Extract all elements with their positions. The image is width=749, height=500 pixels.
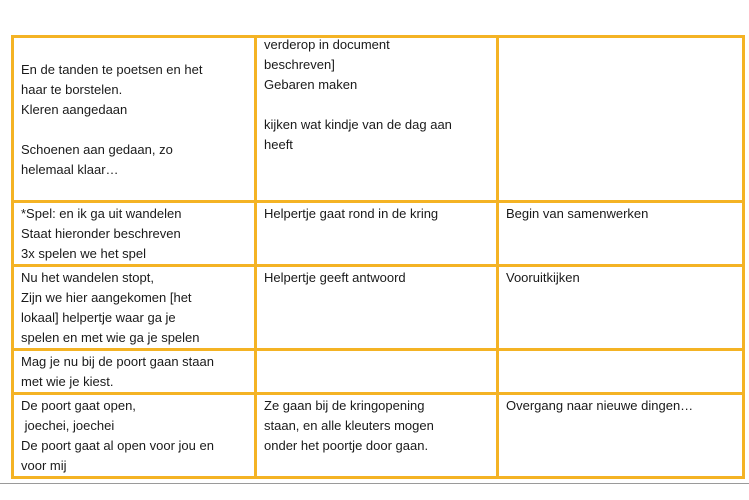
table-cell (498, 266, 744, 350)
cell-line: beschreven] (264, 57, 335, 72)
table-cell (13, 202, 256, 266)
cell-line: met wie je kiest. (21, 374, 114, 389)
table-row (13, 202, 744, 266)
cell-line: staan, en alle kleuters mogen (264, 418, 434, 433)
lesson-plan-table (11, 35, 745, 479)
table-cell-empty (498, 37, 744, 202)
cell-line: Schoenen aan gedaan, zo (21, 141, 173, 157)
cell-line: De poort gaat open, (21, 398, 136, 413)
table-cell (498, 394, 744, 478)
table-cell (13, 266, 256, 350)
table-row (13, 37, 744, 202)
cell-line: Helpertje geeft antwoord (264, 270, 406, 285)
cell-line: En de tanden te poetsen en het (21, 61, 203, 77)
cell-line: Gebaren maken (264, 77, 358, 92)
table-cell (256, 394, 498, 478)
cell-line: 3x spelen we het spel (21, 246, 147, 261)
cell-line: heeft (264, 137, 293, 152)
cell-line (264, 95, 490, 115)
table-cell (13, 37, 256, 202)
cell-line: haar te borstelen. (21, 81, 123, 97)
table-cell (13, 350, 256, 394)
table-cell (13, 394, 256, 478)
table-cell (256, 37, 498, 202)
cell-line: Ze gaan bij de kringopening (264, 398, 425, 413)
cell-line: Staat hieronder beschreven (21, 226, 181, 241)
cell-line: *Spel: en ik ga uit wandelen (21, 206, 182, 221)
cell-line: onder het poortje door gaan. (264, 438, 429, 453)
cell-line: verderop in document (264, 37, 390, 52)
table-row (13, 394, 744, 478)
cell-line: Nu het wandelen stopt, (21, 270, 154, 285)
cell-line (21, 120, 248, 140)
table-cell (256, 202, 498, 266)
cell-line: lokaal] helpertje waar ga je (21, 310, 176, 325)
cell-line: De poort gaat al open voor jou en (21, 438, 214, 453)
cell-line: Begin van samenwerken (506, 206, 649, 221)
table-cell-empty (256, 350, 498, 394)
table-cell (256, 266, 498, 350)
cell-line: spelen en met wie ga je spelen (21, 330, 200, 345)
cell-line: kijken wat kindje van de dag aan (264, 117, 452, 132)
cell-line: helemaal klaar… (21, 161, 119, 177)
cell-line: Vooruitkijken (506, 270, 580, 285)
cell-line: Kleren aangedaan (21, 101, 128, 117)
table-cell (498, 202, 744, 266)
page-bottom-divider (0, 483, 749, 484)
table-row (13, 266, 744, 350)
table-cell-empty (498, 350, 744, 394)
cell-line: Overgang naar nieuwe dingen… (506, 398, 694, 413)
cell-line: joechei, joechei (21, 418, 115, 433)
cell-line: Helpertje gaat rond in de kring (264, 206, 439, 221)
table-row (13, 350, 744, 394)
cell-line: Zijn we hier aangekomen [het (21, 290, 192, 305)
cell-line: voor mij (21, 458, 67, 473)
cell-line: Mag je nu bij de poort gaan staan (21, 354, 214, 369)
